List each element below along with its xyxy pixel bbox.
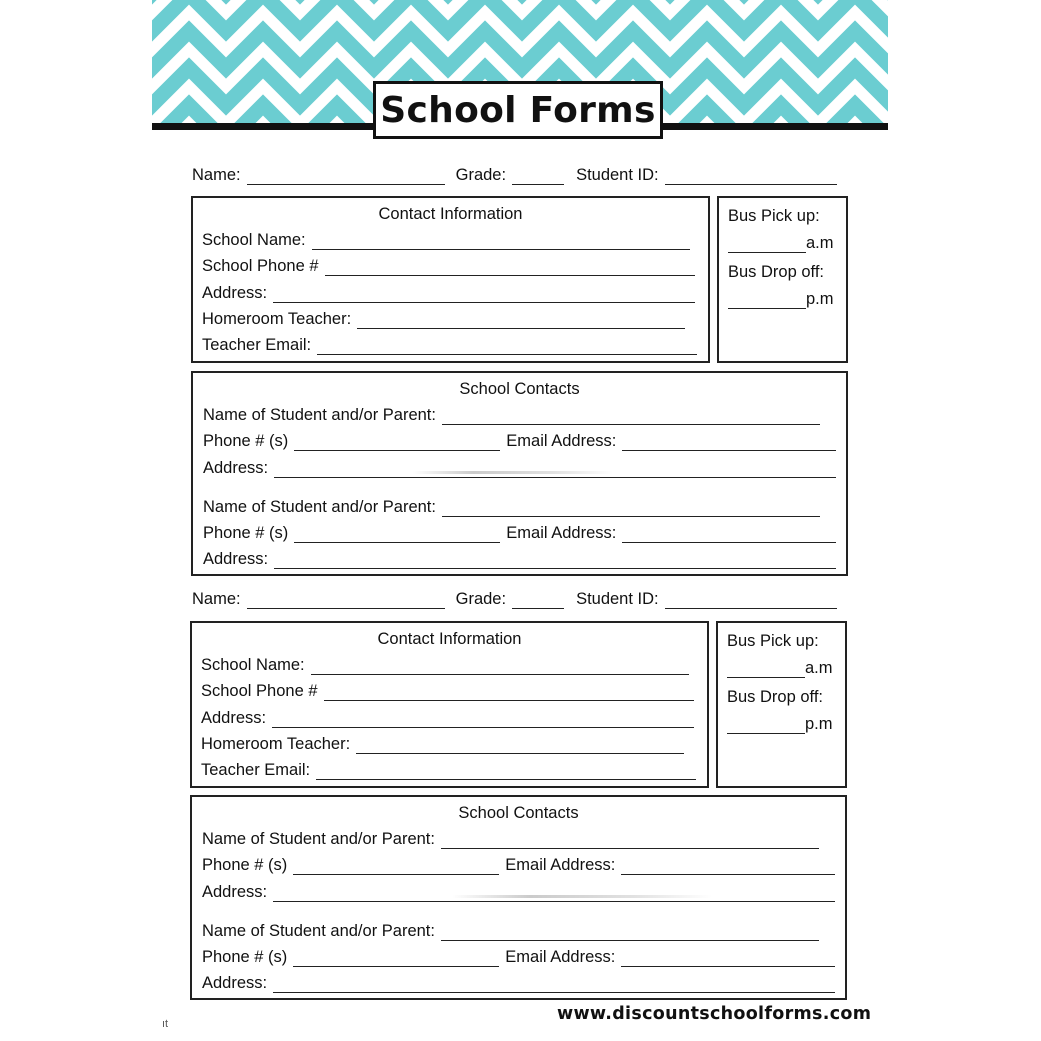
bus-pickup-label: Bus Pick up: <box>727 632 819 650</box>
email-field[interactable] <box>621 953 835 967</box>
school-phone-label: School Phone # <box>201 682 318 700</box>
parent-label: Name of Student and/or Parent: <box>202 922 435 940</box>
contact-2-address-row <box>202 974 835 993</box>
am-suffix: a.m <box>806 234 834 252</box>
parent-label: Name of Student and/or Parent: <box>203 498 436 516</box>
bus-pickup-label: Bus Pick up: <box>728 207 820 225</box>
bus-dropoff-label: Bus Drop off: <box>727 688 823 706</box>
bus-pickup-field[interactable] <box>727 663 805 678</box>
homeroom-teacher-field[interactable] <box>356 740 684 754</box>
contact-info-title: Contact Information <box>377 630 522 648</box>
contact-1-address-row <box>203 459 836 478</box>
school-phone-row <box>201 682 694 701</box>
teacher-email-field[interactable] <box>317 341 697 355</box>
email-field[interactable] <box>621 861 835 875</box>
pm-suffix: p.m <box>805 715 833 733</box>
contact-info-box <box>190 621 709 788</box>
page-title: School Forms <box>373 81 663 139</box>
school-name-label: School Name: <box>202 231 306 249</box>
school-phone-field[interactable] <box>324 687 694 701</box>
teacher-email-label: Teacher Email: <box>201 761 311 779</box>
bus-info-box <box>717 196 848 363</box>
teacher-email-field[interactable] <box>316 766 696 780</box>
contact-2-address-row <box>203 550 836 569</box>
contact-1-address-row <box>202 883 835 902</box>
grade-field[interactable] <box>512 171 564 185</box>
email-field[interactable] <box>622 437 836 451</box>
contact-1-phone-row <box>202 856 835 875</box>
student-id-label: Student ID: <box>576 166 659 184</box>
teacher-email-row <box>201 761 696 780</box>
form-page <box>152 0 888 1041</box>
contact-2-phone-row <box>203 524 836 543</box>
student-id-field[interactable] <box>665 171 837 185</box>
corner-mark: ıt <box>162 1018 169 1030</box>
bus-info-box <box>716 621 847 788</box>
contact-1-parent-row <box>202 830 819 849</box>
address-label: Address: <box>202 974 268 992</box>
school-name-field[interactable] <box>312 236 690 250</box>
address-field[interactable] <box>273 979 835 993</box>
contact-1-phone-row <box>203 432 836 451</box>
email-label: Email Address: <box>505 856 616 874</box>
name-label: Name: <box>192 590 241 608</box>
contact-2-parent-row <box>203 498 820 517</box>
parent-field[interactable] <box>441 927 819 941</box>
grade-label: Grade: <box>455 590 507 608</box>
contact-2-parent-row <box>202 922 819 941</box>
phone-field[interactable] <box>294 437 500 451</box>
email-label: Email Address: <box>506 524 617 542</box>
school-contacts-title: School Contacts <box>459 380 580 398</box>
footer-url: www.discountschoolforms.com <box>557 1004 872 1024</box>
homeroom-teacher-label: Homeroom Teacher: <box>202 310 352 328</box>
student-id-label: Student ID: <box>576 590 659 608</box>
school-phone-label: School Phone # <box>202 257 319 275</box>
parent-label: Name of Student and/or Parent: <box>203 406 436 424</box>
phone-label: Phone # (s) <box>202 856 288 874</box>
contact-info-title: Contact Information <box>378 205 523 223</box>
school-contacts-box <box>191 371 848 576</box>
parent-field[interactable] <box>442 411 820 425</box>
phone-field[interactable] <box>293 861 499 875</box>
school-address-label: Address: <box>202 284 268 302</box>
grade-label: Grade: <box>455 166 507 184</box>
teacher-email-label: Teacher Email: <box>202 336 312 354</box>
phone-label: Phone # (s) <box>202 948 288 966</box>
school-contacts-box <box>190 795 847 1000</box>
scan-smudge <box>413 471 613 474</box>
school-contacts-title: School Contacts <box>458 804 579 822</box>
bus-dropoff-field[interactable] <box>727 719 805 734</box>
student-id-field[interactable] <box>665 595 837 609</box>
school-address-field[interactable] <box>272 714 694 728</box>
homeroom-teacher-label: Homeroom Teacher: <box>201 735 351 753</box>
pm-suffix: p.m <box>806 290 834 308</box>
grade-field[interactable] <box>512 595 564 609</box>
scan-smudge <box>452 895 712 898</box>
phone-label: Phone # (s) <box>203 432 289 450</box>
parent-label: Name of Student and/or Parent: <box>202 830 435 848</box>
school-name-field[interactable] <box>311 661 689 675</box>
name-field[interactable] <box>247 171 445 185</box>
bus-pickup-row <box>728 234 834 253</box>
contact-info-box <box>191 196 710 363</box>
bus-dropoff-field[interactable] <box>728 294 806 309</box>
school-name-label: School Name: <box>201 656 305 674</box>
bus-dropoff-row <box>728 290 834 309</box>
bus-pickup-row <box>727 659 833 678</box>
school-address-row <box>202 284 695 303</box>
student-info-row <box>192 590 837 609</box>
phone-field[interactable] <box>293 953 499 967</box>
bus-dropoff-label: Bus Drop off: <box>728 263 824 281</box>
homeroom-teacher-field[interactable] <box>357 315 685 329</box>
parent-field[interactable] <box>441 835 819 849</box>
homeroom-teacher-row <box>201 735 684 754</box>
homeroom-teacher-row <box>202 310 685 329</box>
address-field[interactable] <box>274 555 836 569</box>
email-label: Email Address: <box>505 948 616 966</box>
am-suffix: a.m <box>805 659 833 677</box>
name-label: Name: <box>192 166 241 184</box>
school-phone-row <box>202 257 695 276</box>
teacher-email-row <box>202 336 697 355</box>
school-name-row <box>202 231 690 250</box>
school-name-row <box>201 656 689 675</box>
phone-field[interactable] <box>294 529 500 543</box>
bus-dropoff-row <box>727 715 833 734</box>
address-label: Address: <box>203 550 269 568</box>
address-label: Address: <box>202 883 268 901</box>
contact-1-parent-row <box>203 406 820 425</box>
bus-pickup-field[interactable] <box>728 238 806 253</box>
contact-2-phone-row <box>202 948 835 967</box>
school-phone-field[interactable] <box>325 262 695 276</box>
email-label: Email Address: <box>506 432 617 450</box>
school-address-field[interactable] <box>273 289 695 303</box>
school-address-row <box>201 709 694 728</box>
phone-label: Phone # (s) <box>203 524 289 542</box>
name-field[interactable] <box>247 595 445 609</box>
email-field[interactable] <box>622 529 836 543</box>
student-info-row <box>192 166 837 185</box>
address-label: Address: <box>203 459 269 477</box>
school-address-label: Address: <box>201 709 267 727</box>
parent-field[interactable] <box>442 503 820 517</box>
